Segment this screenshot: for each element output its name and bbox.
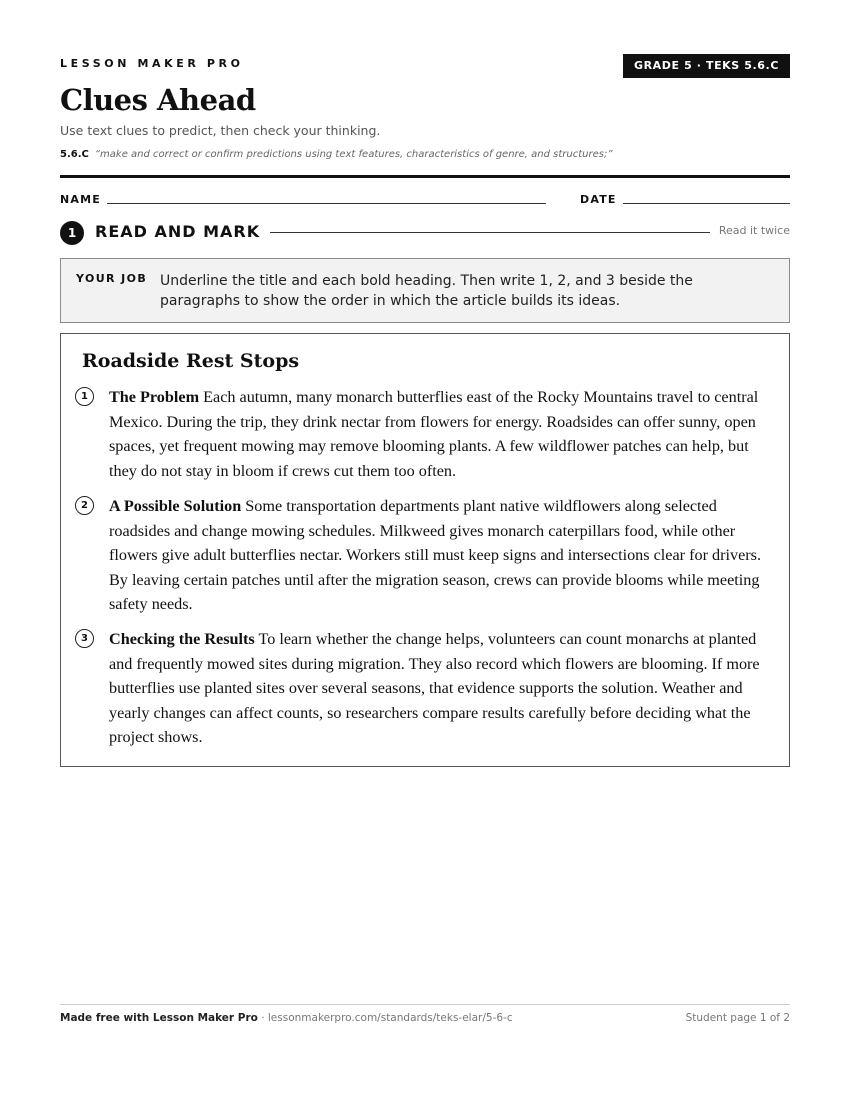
paragraph-body: Each autumn, many monarch butterflies east of the Rocky Mountains travel to central Mexico. During the trip, they drink nectar from flowers for energy. Roadsides can offer sunny, open spaces, yet frequent mowing may remove blooming plants. A few wildflower patches can help, but they do not stay in bloom if crews cut them too often. [109,388,759,480]
grade-badge: GRADE 5 · TEKS 5.6.C [623,54,790,78]
footer-page-number: Student page 1 of 2 [685,1012,790,1024]
step-number-badge: 1 [60,221,84,245]
paragraph-body: Some transportation departments plant native wildflowers along selected roadsides and change mowing schedules. Milkweed gives monarch caterpillars food, while other flowers give adult butterflies nectar. Workers still must keep signs and intersections clear for drivers. By leaving certain patches until after the migration season, crews can provide blooms while meeting safety needs. [109,497,762,614]
footer-separator: · [261,1012,265,1024]
paragraph-heading: A Possible Solution [109,497,242,515]
paragraph-body: To learn whether the change helps, volunteers can count monarchs at planted and frequently mowed sites during migration. They also record which flowers are blooming. If more butterflies use planted sites over several seasons, that evidence supports the solution. Weather and yearly changes can affect counts, so researchers compare results carefully before deciding what the project shows. [109,630,760,747]
standard-code: 5.6.C [60,149,89,160]
footer-divider [60,1004,790,1005]
footer-made-with: Made free with Lesson Maker Pro [60,1012,258,1024]
date-label: DATE [580,193,617,206]
paragraph-number-circle[interactable]: 2 [75,496,94,515]
worksheet-page [60,0,790,1100]
page-title: Clues Ahead [60,83,256,117]
standard-text: “make and correct or confirm predictions using text features, characteristics of genre, and structures;” [94,149,613,160]
paragraph-text [109,494,765,617]
paragraph-heading: The Problem [109,388,200,406]
article-box [60,333,790,767]
brand-name: LESSON MAKER PRO [60,57,244,70]
footer-credit [60,1012,513,1024]
section-hint: Read it twice [718,224,790,237]
name-field[interactable] [107,203,546,204]
page-subtitle: Use text clues to predict, then check your thinking. [60,123,381,138]
job-text: Underline the title and each bold heading. Then write 1, 2, and 3 beside the paragraphs to show the order in which the article builds its ideas. [160,273,693,309]
article-title: Roadside Rest Stops [82,350,300,372]
paragraph-text [109,385,765,483]
footer-url[interactable]: lessonmakerpro.com/standards/teks-elar/5-6-c [267,1012,513,1024]
name-label: NAME [60,193,101,206]
paragraph-number-circle[interactable]: 1 [75,387,94,406]
paragraph-number-circle[interactable]: 3 [75,629,94,648]
job-instructions-box [60,258,790,323]
standard-line [60,149,613,160]
header-divider [60,175,790,178]
section-title: READ AND MARK [95,222,261,241]
date-field[interactable] [623,203,790,204]
paragraph-text [109,627,765,750]
job-label: YOUR JOB [76,272,148,285]
paragraph-heading: Checking the Results [109,630,255,648]
section-rule [270,232,710,233]
